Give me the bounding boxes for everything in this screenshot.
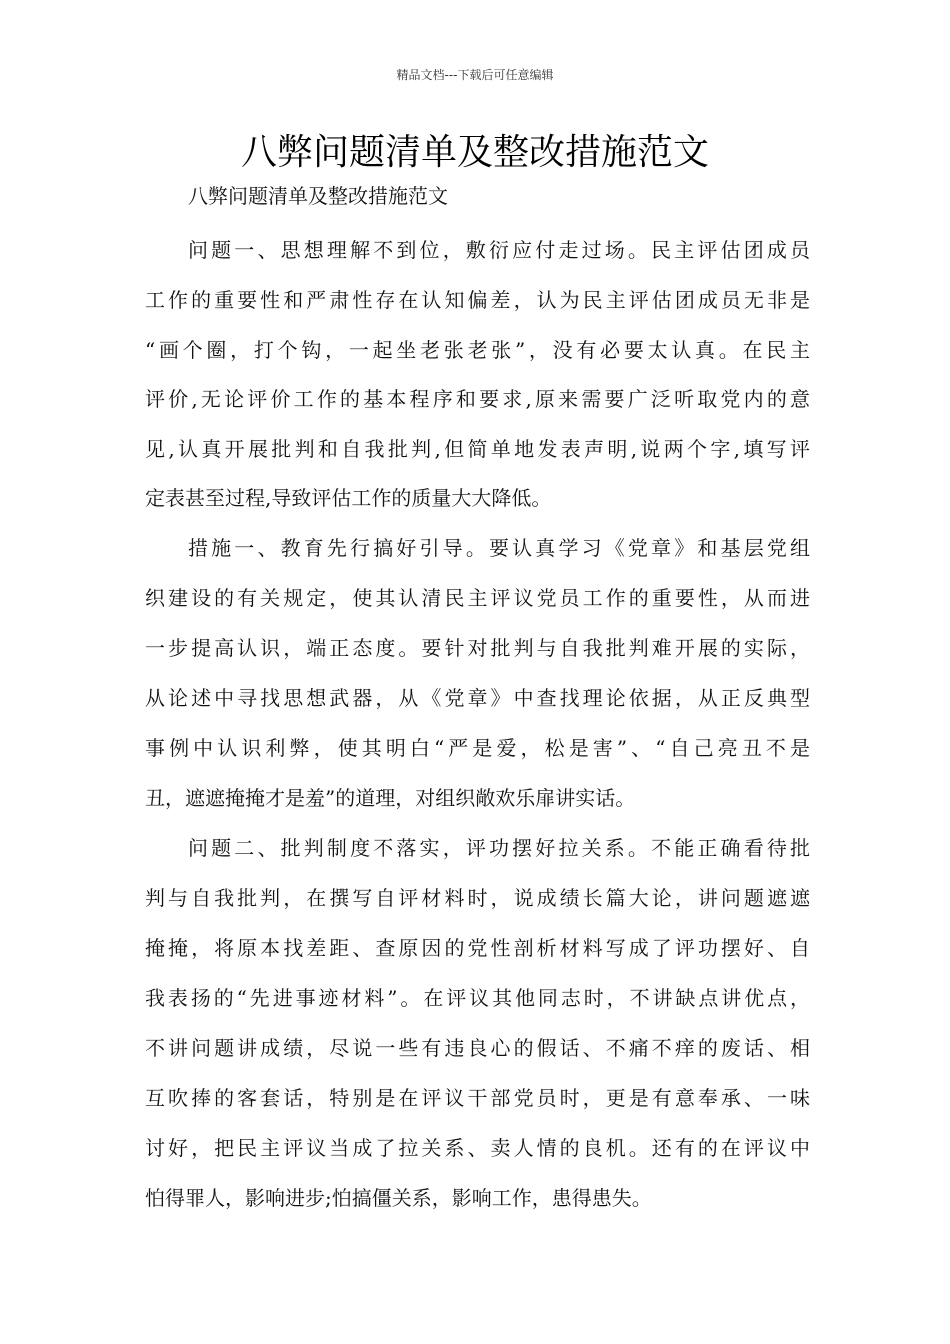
paragraph-line: 措施一、教育先行搞好引导。要认真学习《党章》和基层党组 — [188, 536, 810, 560]
paragraph-line: 判与自我批判，在撰写自评材料时，说成绩长篇大论，讲问题遮遮 — [145, 886, 810, 910]
paragraph-line: 定表甚至过程,导致评估工作的质量大大降低。 — [145, 486, 552, 510]
document-title: 八弊问题清单及整改措施范文 — [240, 132, 709, 173]
paragraph-line: 工作的重要性和严肃性存在认知偏差，认为民主评估团成员无非是 — [145, 288, 810, 312]
document-subtitle: 八弊问题清单及整改措施范文 — [188, 184, 448, 208]
paragraph-line: 一步提高认识，端正态度。要针对批判与自我批判难开展的实际， — [145, 636, 810, 660]
paragraph-line: 事例中认识利弊，使其明白“严是爱，松是害”、“自己亮丑不是 — [145, 736, 810, 760]
paragraph-line: 从论述中寻找思想武器，从《党章》中查找理论依据，从正反典型 — [145, 686, 810, 710]
paragraph-line: 讨好，把民主评议当成了拉关系、卖人情的良机。还有的在评议中 — [145, 1136, 810, 1160]
paragraph-line: 问题二、批判制度不落实，评功摆好拉关系。不能正确看待批 — [188, 836, 810, 860]
paragraph-line: 怕得罪人，影响进步;怕搞僵关系，影响工作，患得患失。 — [145, 1186, 652, 1210]
paragraph-line: 见,认真开展批判和自我批判,但简单地发表声明,说两个字,填写评 — [145, 437, 810, 461]
paragraph-line: “画个圈，打个钩，一起坐老张老张”，没有必要太认真。在民主 — [145, 338, 810, 362]
paragraph-line: 互吹捧的客套话，特别是在评议干部党员时，更是有意奉承、一味 — [145, 1086, 810, 1110]
paragraph-line: 掩掩，将原本找差距、查原因的党性剖析材料写成了评功摆好、自 — [145, 936, 810, 960]
paragraph-line: 评价,无论评价工作的基本程序和要求,原来需要广泛听取党内的意 — [145, 387, 810, 411]
paragraph-line: 我表扬的“先进事迹材料”。在评议其他同志时，不讲缺点讲优点， — [145, 986, 810, 1010]
paragraph-line: 问题一、思想理解不到位，敷衍应付走过场。民主评估团成员 — [188, 238, 810, 262]
paragraph-line: 丑，遮遮掩掩才是羞”的道理，对组织敞欢乐扉讲实话。 — [145, 786, 636, 810]
paragraph-line: 不讲问题讲成绩，尽说一些有违良心的假话、不痛不痒的废话、相 — [145, 1036, 810, 1060]
paragraph-line: 织建设的有关规定，使其认清民主评议党员工作的重要性，从而进 — [145, 586, 810, 610]
page-header: 精品文档---下载后可任意编辑 — [396, 68, 554, 82]
